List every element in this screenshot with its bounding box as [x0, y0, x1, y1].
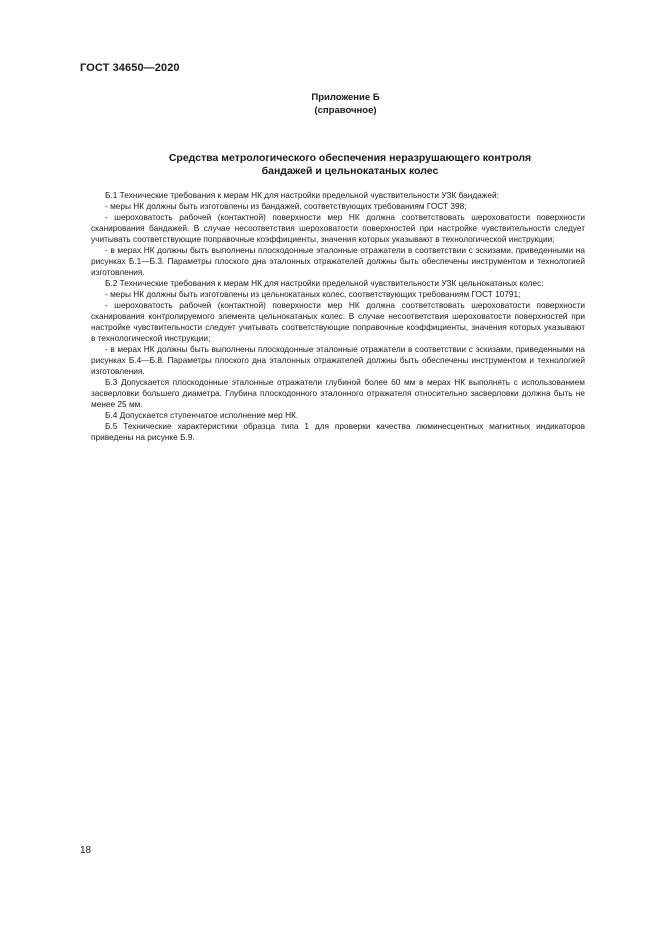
paragraph: - меры НК должны быть изготовлены из бандажей, соответствующих требованиям ГОСТ 398; [105, 201, 467, 211]
paragraph: - шероховатость рабочей (контактной) поверхности мер НК должна соответствовать шероховатости поверхности сканирования бандажей. В случае несоответствия шероховатости поверхностей при настройке чувствительности следует учитывать соответствующие поправочные коэффициенты, значения которых указывают в технологической инструкции; [91, 212, 585, 244]
paragraph: Б.4 Допускается ступенчатое исполнение мер НК. [105, 410, 299, 420]
paragraph: - шероховатость рабочей (контактной) поверхности мер НК должна соответствовать шероховатости поверхности сканирования контролируемого элемента цельнокатаных колес. В случае несоответствия шероховатости поверхностей при настройке чувствительности следует учитывать соответствующие поправочные коэффициенты, значения которых указывают в технологической инструкции; [91, 300, 585, 343]
appendix-label: Приложение Б [311, 92, 380, 103]
section-title-line-1: Средства метрологического обеспечения неразрушающего контроля [168, 152, 532, 164]
page-number: 18 [80, 845, 92, 856]
appendix-heading [0, 92, 661, 117]
document-code: ГОСТ 34650—2020 [80, 62, 180, 74]
paragraph: - в мерах НК должны быть выполнены плоскодонные эталонные отражатели в соответствии с эскизами, приведенными на рисунках Б.4—Б.8. Параметры плоского дна эталонных отражателей должны быть обеспечены инструментом и технологией изготовления. [91, 344, 585, 376]
section-title-line-2: бандажей и цельнокатаных колес [261, 165, 439, 177]
paragraph: Б.3 Допускается плоскодонные эталонные отражатели глубиной более 60 мм в мерах НК выполнять с использованием засверловки большего диаметра. Глубина плоскодонного эталонного отражателя относительно засверловки должна быть не менее 25 мм. [91, 377, 585, 409]
paragraph: Б.5 Технические характеристики образца типа 1 для проверки качества люминесцентных магнитных индикаторов приведены на рисунке Б.9. [91, 421, 585, 442]
body-text [91, 190, 585, 443]
paragraph: - меры НК должны быть изготовлены из цельнокатаных колес, соответствующих требованиям ГОСТ 10791; [105, 289, 521, 299]
appendix-type: (справочное) [314, 104, 377, 116]
paragraph: Б.1 Технические требования к мерам НК для настройки предельной чувствительности УЗК бандажей: [105, 190, 499, 200]
paragraph: - в мерах НК должны быть выполнены плоскодонные эталонные отражатели в соответствии с эскизами, приведенными на рисунках Б.1—Б.3. Параметры плоского дна эталонных отражателей должны быть обеспечены инструментом и технологией изготовления. [91, 245, 585, 277]
paragraph: Б.2 Технические требования к мерам НК для настройки предельной чувствительности УЗК цельнокатаных колес: [105, 278, 544, 288]
section-title [90, 152, 610, 178]
